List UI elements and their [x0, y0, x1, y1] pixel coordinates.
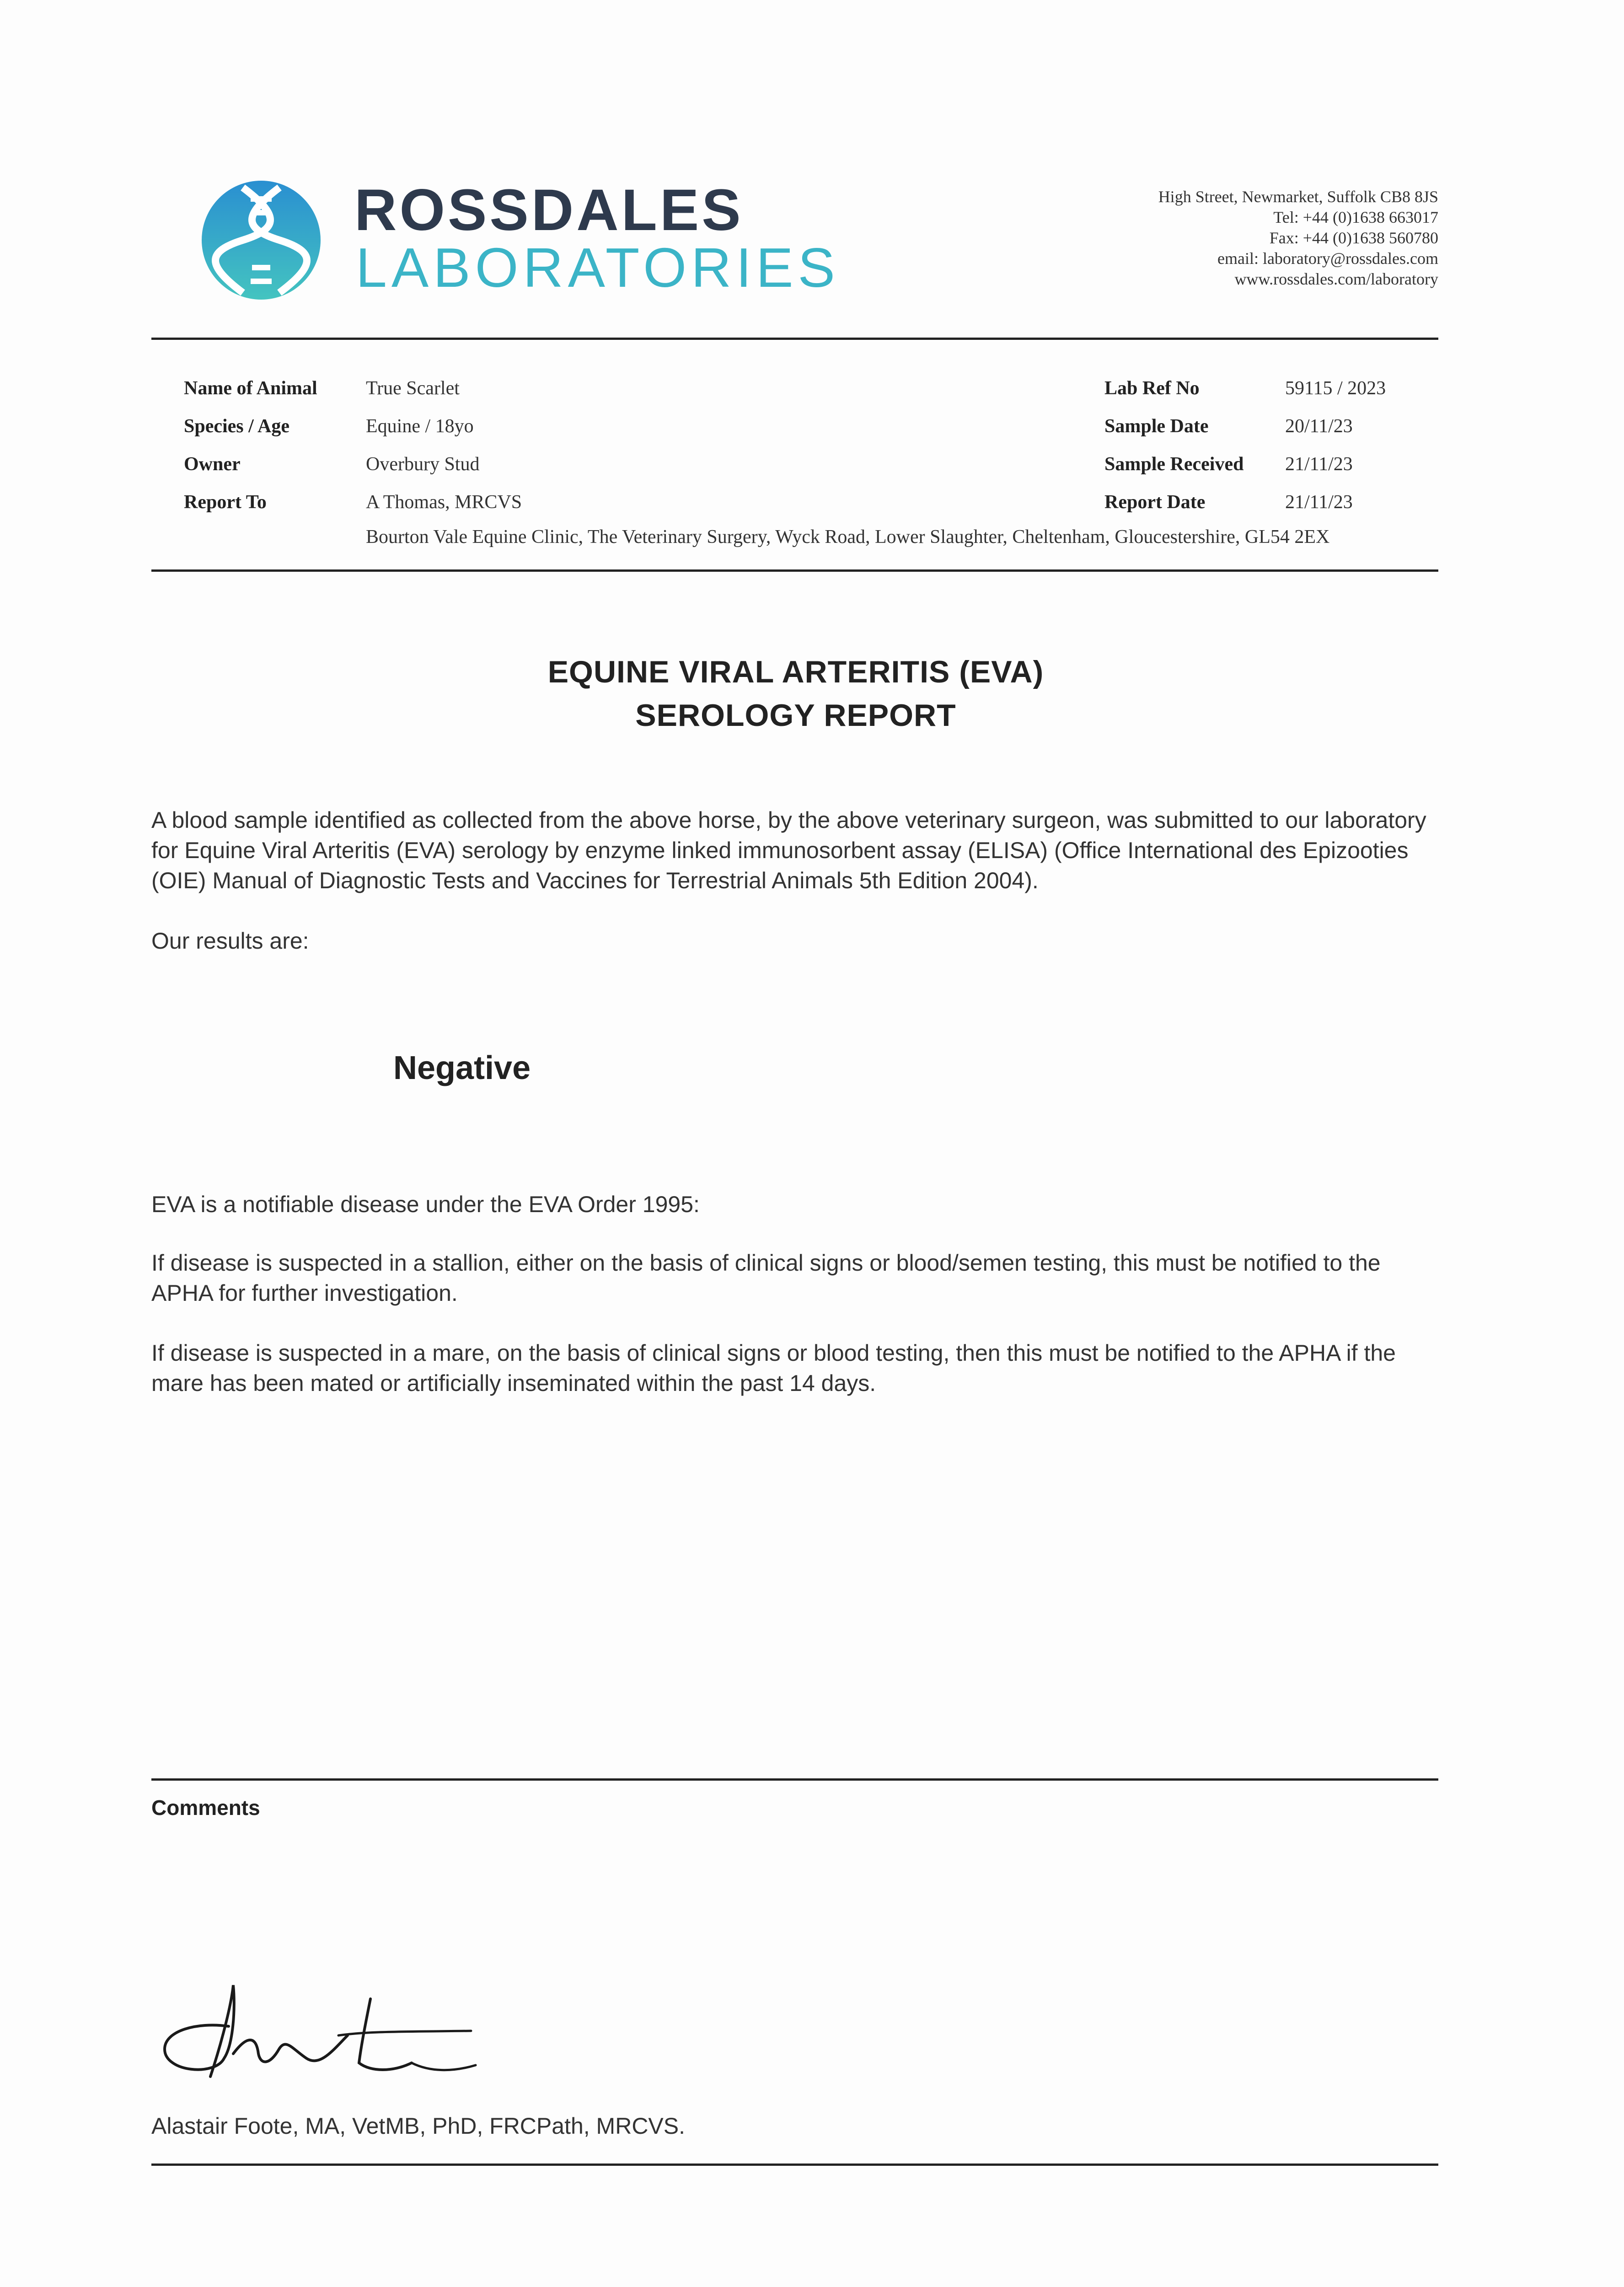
address-street: High Street, Newmarket, Suffolk CB8 8JS: [1158, 188, 1438, 206]
report-date-value: 21/11/23: [1285, 492, 1353, 513]
stallion-paragraph: If disease is suspected in a stallion, either on the basis of clinical signs or blood/semen testing, this must be notified to the APHA for further investigation.: [151, 1250, 1381, 1306]
details-divider: [151, 569, 1438, 572]
lab-address: [1027, 187, 1438, 290]
intro-paragraph: A blood sample identified as collected from the above horse, by the above veterinary surgeon, was submitted to our laboratory for Equine Viral Arteritis (EVA) serology by enzyme linked immunosorbent assay (ELISA) (Office International des Epizooties (OIE) Manual of Diagnostic Tests and Vaccines for Terrestrial Animals 5th Edition 2004).: [151, 807, 1426, 893]
lab-ref-label: Lab Ref No: [1104, 378, 1200, 399]
logo-title-line1: ROSSDALES: [354, 177, 744, 243]
report-to-value: A Thomas, MRCVS: [366, 492, 522, 513]
sample-received-label: Sample Received: [1104, 454, 1244, 475]
report-to-label: Report To: [184, 492, 267, 513]
address-web: www.rossdales.com/laboratory: [1234, 270, 1438, 288]
sample-date-value: 20/11/23: [1285, 416, 1353, 437]
report-title-line2: SEROLOGY REPORT: [635, 698, 956, 733]
header-divider: [151, 338, 1438, 340]
species-age-label: Species / Age: [184, 416, 289, 437]
mare-paragraph: If disease is suspected in a mare, on the basis of clinical signs or blood testing, then this must be notified to the APHA if the mare has been mated or artificially inseminated within the past 14 days.: [151, 1340, 1396, 1396]
comments-label: Comments: [151, 1796, 260, 1820]
comments-divider: [151, 1778, 1438, 1781]
report-title-line1: EQUINE VIRAL ARTERITIS (EVA): [547, 655, 1044, 689]
owner-label: Owner: [184, 454, 241, 475]
notifiable-paragraph: EVA is a notifiable disease under the EVA Order 1995:: [151, 1192, 700, 1217]
address-email: email: laboratory@rossdales.com: [1217, 249, 1438, 268]
owner-value: Overbury Stud: [366, 454, 480, 475]
footer-divider: [151, 2164, 1438, 2166]
address-fax: Fax: +44 (0)1638 560780: [1269, 229, 1438, 247]
signature-image: [155, 1981, 485, 2090]
rossdales-logo-icon: [199, 178, 323, 302]
results-intro: Our results are:: [151, 928, 309, 954]
species-age-value: Equine / 18yo: [366, 416, 474, 437]
name-of-animal-label: Name of Animal: [184, 378, 317, 399]
report-to-address: Bourton Vale Equine Clinic, The Veterinary Surgery, Wyck Road, Lower Slaughter, Cheltenham, Gloucestershire, GL54 2EX: [366, 526, 1330, 548]
signatory-name: Alastair Foote, MA, VetMB, PhD, FRCPath, MRCVS.: [151, 2113, 686, 2139]
address-tel: Tel: +44 (0)1638 663017: [1273, 208, 1438, 226]
sample-received-value: 21/11/23: [1285, 454, 1353, 475]
sample-date-label: Sample Date: [1104, 416, 1209, 437]
result-value: Negative: [393, 1050, 531, 1086]
report-date-label: Report Date: [1104, 492, 1206, 513]
logo-title-line2: LABORATORIES: [356, 236, 840, 299]
name-of-animal-value: True Scarlet: [366, 378, 460, 399]
lab-ref-value: 59115 / 2023: [1285, 378, 1386, 399]
